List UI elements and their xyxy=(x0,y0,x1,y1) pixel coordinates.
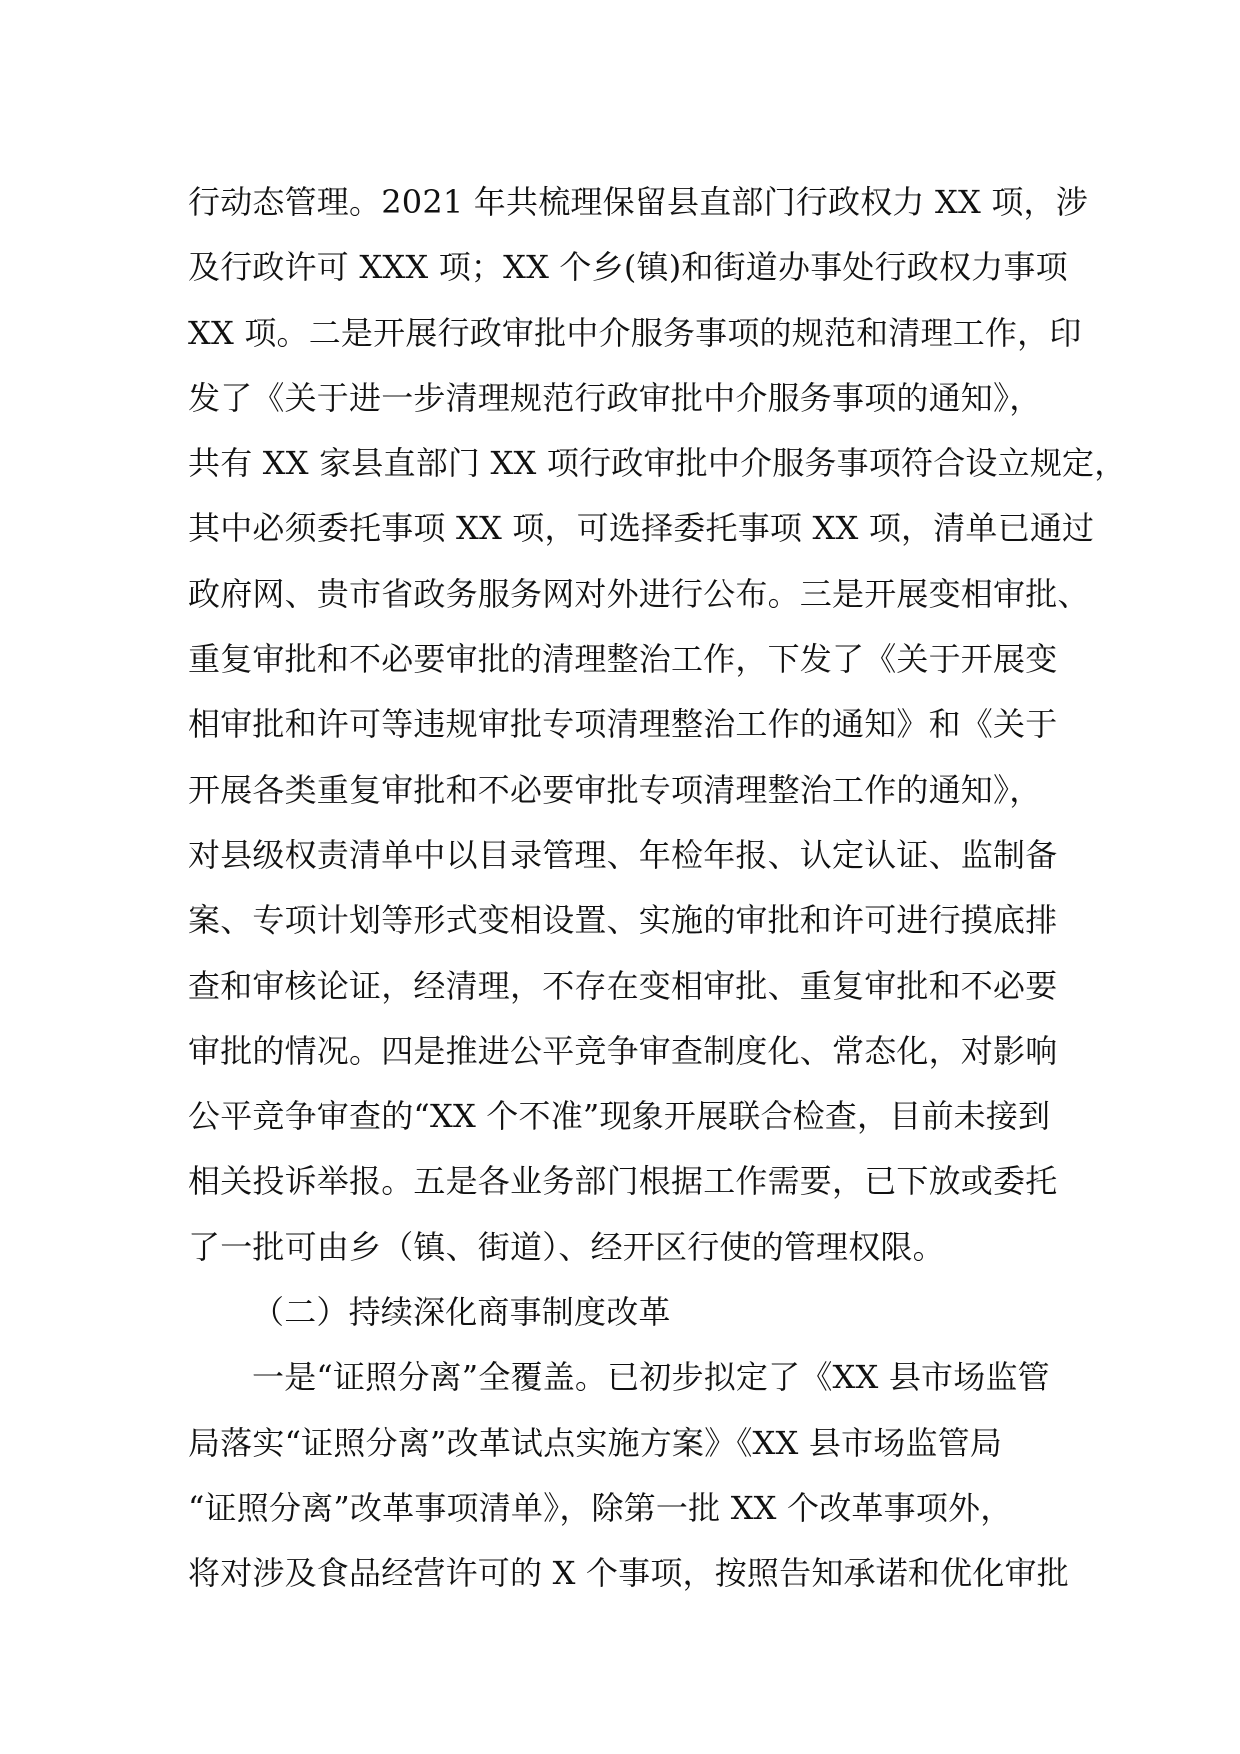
body-text xyxy=(188,170,1127,1607)
paragraph-line: 开展各类重复审批和不必要审批专项清理整治工作的通知》， xyxy=(188,770,1042,809)
section-heading: （二）持续深化商事制度改革 xyxy=(252,1293,671,1332)
paragraph-line: 重复审批和不必要审批的清理整治工作，下发了《关于开展变 xyxy=(188,640,1058,679)
paragraph-line: 及行政许可 XXX 项；XX 个乡(镇)和街道办事处行政权力事项 xyxy=(188,248,1068,287)
paragraph-line: 共有 XX 家县直部门 XX 项行政审批中介服务事项符合设立规定， xyxy=(188,444,1127,483)
paragraph-line: 对县级权责清单中以目录管理、年检年报、认定认证、监制备 xyxy=(188,835,1058,874)
paragraph-line: 案、专项计划等形式变相设置、实施的审批和许可进行摸底排 xyxy=(188,901,1058,940)
paragraph-line: XX 项。二是开展行政审批中介服务事项的规范和清理工作，印 xyxy=(188,313,1082,352)
paragraph-line: 相审批和许可等违规审批专项清理整治工作的通知》和《关于 xyxy=(188,705,1058,744)
paragraph-line: 相关投诉举报。五是各业务部门根据工作需要，已下放或委托 xyxy=(188,1162,1058,1201)
paragraph-line: 审批的情况。四是推进公平竞争审查制度化、常态化，对影响 xyxy=(188,1031,1058,1070)
paragraph-line: “证照分离”改革事项清单》，除第一批 XX 个改革事项外， xyxy=(188,1488,1013,1527)
paragraph-line: 公平竞争审查的“XX 个不准”现象开展联合检查，目前未接到 xyxy=(188,1097,1051,1136)
paragraph-line: 其中必须委托事项 XX 项，可选择委托事项 XX 项，清单已通过 xyxy=(188,509,1095,548)
paragraph-line: 局落实“证照分离”改革试点实施方案》《XX 县市场监管局 xyxy=(188,1423,1003,1462)
paragraph-line: 一是“证照分离”全覆盖。已初步拟定了《XX 县市场监管 xyxy=(252,1358,1050,1397)
paragraph-line: 查和审核论证，经清理，不存在变相审批、重复审批和不必要 xyxy=(188,966,1058,1005)
paragraph-line: 发了《关于进一步清理规范行政审批中介服务事项的通知》， xyxy=(188,378,1042,417)
paragraph-line: 了一批可由乡（镇、街道）、经开区行使的管理权限。 xyxy=(188,1227,945,1266)
paragraph-line: 行动态管理。2021 年共梳理保留县直部门行政权力 XX 项，涉 xyxy=(188,183,1088,221)
paragraph-line: 将对涉及食品经营许可的 X 个事项，按照告知承诺和优化审批 xyxy=(188,1554,1069,1593)
paragraph-line: 政府网、贵市省政务服务网对外进行公布。三是开展变相审批、 xyxy=(188,574,1090,613)
